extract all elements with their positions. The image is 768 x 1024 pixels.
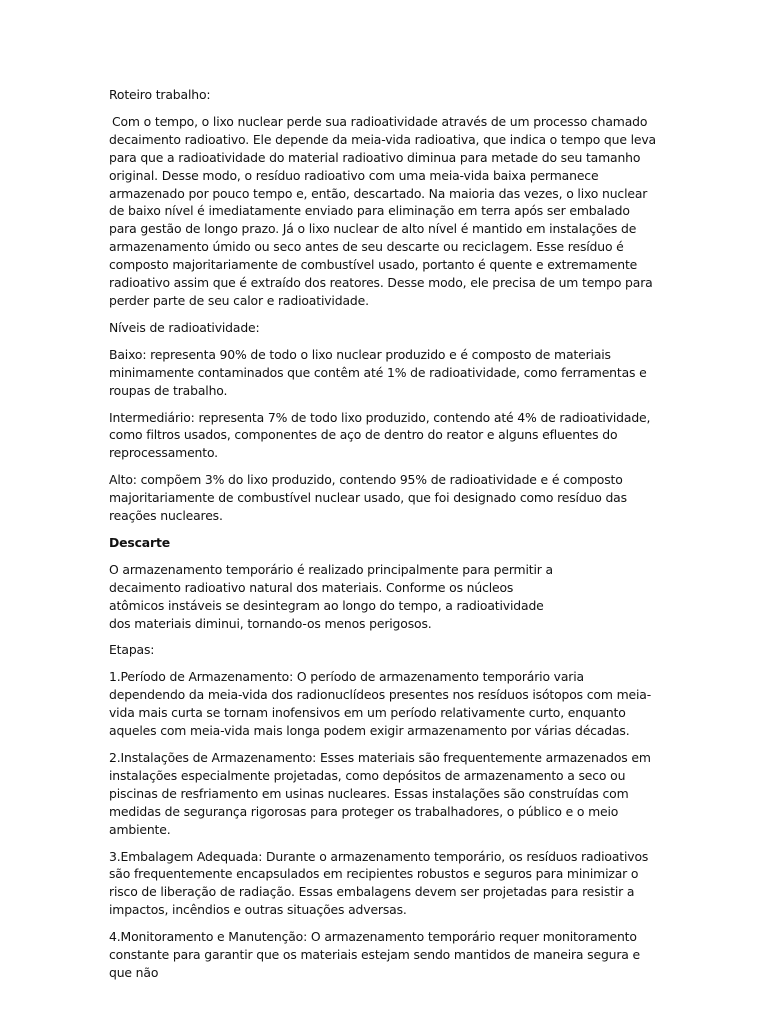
level-low-paragraph: Baixo: representa 90% de todo o lixo nuclear produzido e é composto de materiais minimamente contaminados que contêm até 1% de radioatividade, como ferramentas e roupas de trabalho. [109, 346, 647, 398]
document-title: Roteiro trabalho: [109, 87, 211, 102]
steps-heading: Etapas: [109, 642, 155, 658]
intro-paragraph: Com o tempo, o lixo nuclear perde sua radioatividade através de um processo chamado decaimento radioativo. Ele depende da meia-vida radioativa, que indica o tempo que leva para que a radioatividade do material radioativo diminua para metade do seu tamanho original. Desse modo, o resíduo radioativo com uma meia-vida baixa permanece armazenado por pouco tempo e, então, descartado. Na maioria das vezes, o lixo nuclear de baixo nível é imediatamente enviado para eliminação em terra após ser embalado para gestão de longo prazo. Já o lixo nuclear de alto nível é mantido em instalações de armazenamento úmido ou seco antes de seu descarte ou reciclagem. Esse resíduo é composto majoritariamente de combustível usado, portanto é quente e extremamente radioativo assim que é extraído dos reatores. Desse modo, ele precisa de um tempo para perder parte de seu calor e radioatividade. [109, 113, 657, 308]
level-high-paragraph: Alto: compõem 3% do lixo produzido, contendo 95% de radioatividade e é composto majoritariamente de combustível nuclear usado, que foi designado como resíduo das reações nucleares. [109, 472, 627, 524]
step-storage-period: 1.Período de Armazenamento: O período de armazenamento temporário varia dependendo da meia-vida dos radionuclídeos presentes nos resíduos isótopos com meia-vida mais curta se tornam inofensivos em um período relativamente curto, enquanto aqueles com meia-vida mais longa podem exigir armazenamento por várias décadas. [109, 669, 652, 739]
step-packaging: 3.Embalagem Adequada: Durante o armazenamento temporário, os resíduos radioativos são frequentemente encapsulados em recipientes robustos e seguros para minimizar o risco de liberação de radiação. Essas embalagens devem ser projetadas para resistir a impactos, incêndios e outras situações adversas. [109, 848, 649, 918]
discard-heading: Descarte [109, 534, 171, 550]
levels-heading: Níveis de radioatividade: [109, 319, 260, 335]
step-monitoring: 4.Monitoramento e Manutenção: O armazenamento temporário requer monitoramento constante para garantir que os materiais estejam sendo mantidos de maneira segura e que não [109, 929, 641, 980]
level-intermediate-paragraph: Intermediário: representa 7% de todo lixo produzido, contendo até 4% de radioatividade, como filtros usados, componentes de aço de dentro do reator e alguns efluentes do reprocessamento. [109, 409, 651, 461]
step-storage-facilities: 2.Instalações de Armazenamento: Esses materiais são frequentemente armazenados em instalações especialmente projetadas, como depósitos de armazenamento a seco ou piscinas de resfriamento em usinas nucleares. Essas instalações são construídas com medidas de segurança rigorosas para proteger os trabalhadores, o público e o meio ambiente. [109, 750, 651, 837]
discard-paragraph: O armazenamento temporário é realizado principalmente para permitir a decaimento radioativo natural dos materiais. Conforme os núcleos atômicos instáveis se desintegram ao longo do tempo, a radioatividade dos materiais diminui, tornando-os menos perigosos. [109, 561, 553, 631]
